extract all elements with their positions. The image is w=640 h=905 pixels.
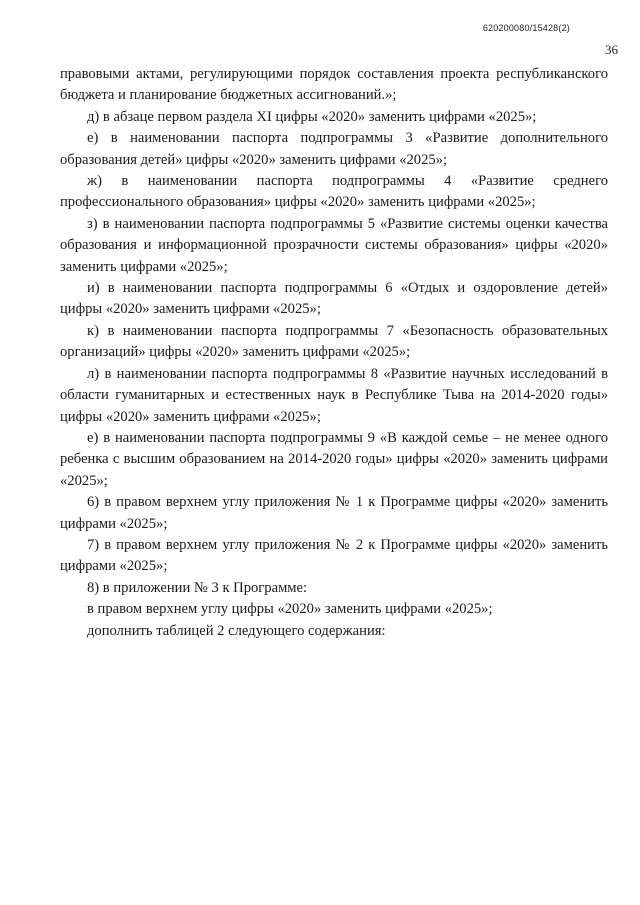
- paragraph: в правом верхнем углу цифры «2020» заменить цифрами «2025»;: [87, 601, 493, 618]
- paragraph: 6) в правом верхнем углу приложения № 1 к Программе цифры «2020» заменить цифрами «2025»;: [60, 494, 608, 532]
- paragraph: д) в абзаце первом раздела XI цифры «2020» заменить цифрами «2025»;: [87, 108, 537, 125]
- paragraph: 7) в правом верхнем углу приложения № 2 к Программе цифры «2020» заменить цифрами «2025»;: [60, 536, 608, 575]
- document-body: [60, 64, 608, 642]
- paragraph: 8) в приложении № 3 к Программе:: [87, 579, 308, 596]
- paragraph: е) в наименовании паспорта подпрограммы 3 «Развитие дополнительного образования детей» цифры «2020» заменить цифрами «2025»;: [60, 130, 608, 168]
- paragraph: к) в наименовании паспорта подпрограммы 7 «Безопасность образовательных организаций» цифры «2020» заменить цифрами «2025»;: [60, 322, 608, 361]
- paragraph: правовыми актами, регулирующими порядок составления проекта республиканского бюджета и планирование бюджетных ассигнований.»;: [60, 66, 608, 104]
- paragraph: е) в наименовании паспорта подпрограммы 9 «В каждой семье – не менее одного ребенка с высшим образованием на 2014-2020 годы» цифры «2020» заменить цифрами «2025»;: [60, 429, 608, 489]
- paragraph: и) в наименовании паспорта подпрограммы 6 «Отдых и оздоровление детей» цифры «2020» заменить цифрами «2025»;: [60, 280, 608, 318]
- paragraph: ж) в наименовании паспорта подпрограммы 4 «Развитие среднего профессионального образования» цифры «2020» заменить цифрами «2025»;: [60, 173, 608, 211]
- paragraph: дополнить таблицей 2 следующего содержания:: [87, 622, 386, 639]
- paragraph: з) в наименовании паспорта подпрограммы 5 «Развитие системы оценки качества образования и информационной прозрачности системы образования» цифры «2020» заменить цифрами «2025»;: [60, 215, 608, 275]
- document-id: 620200080/15428(2): [482, 23, 570, 33]
- page-number: 36: [605, 42, 618, 57]
- paragraph: л) в наименовании паспорта подпрограммы 8 «Развитие научных исследований в области гуманитарных и естественных наук в Республике Тыва на 2014-2020 годы» цифры «2020» заменить цифрами «2025»;: [60, 365, 608, 425]
